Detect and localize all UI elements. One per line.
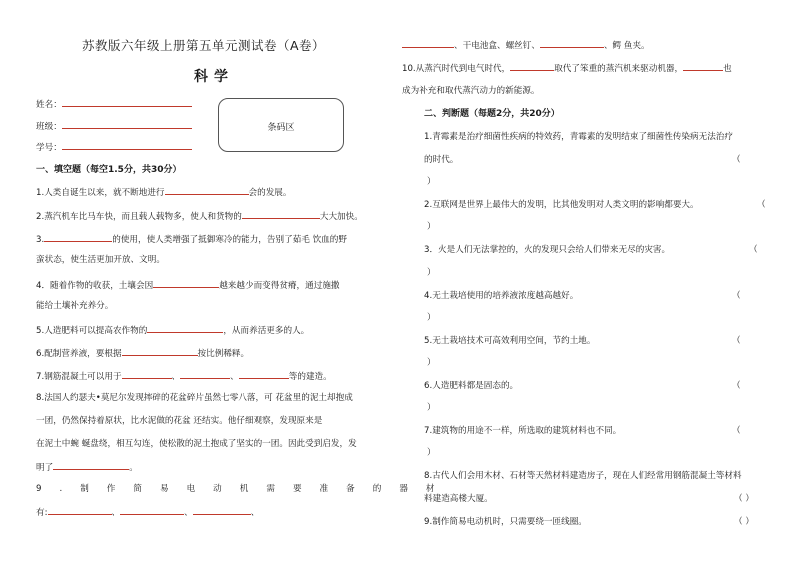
s1-q9-blank-5[interactable] — [540, 38, 604, 48]
s1-q4-text-a: 4．随着作物的收获，土壤会因 — [36, 281, 154, 291]
id-label: 学号： — [36, 143, 62, 153]
s1-q5-text-a: 5.人造肥料可以提高农作物的 — [36, 326, 148, 336]
s2-q8-paren[interactable]: （ ） — [734, 494, 754, 504]
s1-q10 — [402, 61, 732, 74]
s2-q2: 2.互联网是世界上最伟大的发明，比其他发明对人类文明的影响都要大。 — [424, 200, 699, 210]
s1-q7-blank-1[interactable] — [122, 369, 172, 379]
s1-q3 — [36, 232, 347, 245]
id-blank[interactable] — [62, 140, 192, 150]
s2-q9: 9.制作简易电动机时，只需要绕一匝线圈。 — [424, 517, 587, 527]
s2-q6-open-paren: （ — [732, 381, 741, 391]
s1-q4-blank[interactable] — [153, 278, 219, 288]
s1-q5-blank[interactable] — [147, 323, 223, 333]
s1-q2 — [36, 209, 363, 222]
s2-q4: 4.无土栽培使用的培养液浓度越高越好。 — [424, 291, 579, 301]
s2-q5: 5.无土栽培技术可高效利用空间，节约土地。 — [424, 336, 596, 346]
s1-q7-sep: 、 — [171, 372, 181, 382]
s1-q10-text-c: 也 — [723, 64, 732, 74]
s1-q7 — [36, 369, 332, 382]
section1-heading: 一、填空题（每空1.5分，共30分） — [36, 165, 182, 175]
s2-q3-close-paren[interactable]: ） — [427, 268, 436, 278]
s1-q7-text-b: 等的建造。 — [288, 372, 332, 382]
barcode-area — [218, 98, 344, 152]
s1-q6-text-a: 6.配制营养液，要根据 — [36, 349, 122, 359]
s1-q7-sep: 、 — [230, 372, 239, 382]
s2-q1-open-paren: （ — [732, 155, 741, 165]
s1-q5-text-b: ，从而养活更多的人。 — [223, 326, 310, 336]
s1-q6-blank[interactable] — [122, 346, 198, 356]
s2-q1: 1.青霉素是治疗细菌性疾病的特效药，青霉素的发明结束了细菌性传染病无法治疗 — [424, 132, 733, 142]
class-label: 班级： — [36, 122, 62, 132]
s1-q1-text-a: 1.人类自诞生以来，就不断地进行 — [36, 188, 165, 198]
s1-q7-text-a: 7.钢筋混凝土可以用于 — [36, 372, 122, 382]
s2-q8-cont: 料建造高楼大厦。 — [424, 494, 493, 504]
s1-q9-sep: 、 — [250, 508, 260, 518]
name-label: 姓名： — [36, 100, 62, 110]
s1-q8-line3: 在泥土中蜿 蜒盘绕，相互勾连，使松散的泥土抱成了坚实的一团。因此受到启发，发 — [36, 439, 357, 449]
s1-q9-text-b: 有: — [36, 508, 48, 518]
s2-q6-close-paren[interactable]: ） — [427, 403, 436, 413]
s1-q7-blank-3[interactable] — [239, 369, 289, 379]
s1-q9-blank-2[interactable] — [120, 505, 184, 515]
class-blank[interactable] — [62, 119, 192, 129]
s2-q7: 7.建筑物的用途不一样，所选取的建筑材料也不同。 — [424, 426, 622, 436]
s1-q9-text-d: 、鳄 鱼夹。 — [603, 41, 650, 51]
s1-q9-blank-4[interactable] — [402, 38, 454, 48]
s2-q9-paren[interactable]: （ ） — [734, 517, 754, 527]
s1-q9-cont-right — [402, 38, 650, 51]
barcode-label: 条码区 — [267, 123, 295, 133]
s1-q8-line4 — [36, 460, 138, 473]
s2-q3: 3．火是人们无法掌控的，火的发现只会给人们带来无尽的灾害。 — [424, 245, 671, 255]
s1-q10-text-b: 取代了笨重的蒸汽机来驱动机器， — [554, 64, 684, 74]
s1-q6 — [36, 346, 249, 359]
s2-q6: 6.人造肥料都是固态的。 — [424, 381, 519, 391]
s1-q9-blank-3[interactable] — [193, 505, 251, 515]
s1-q2-text-b: 大大加快。 — [319, 212, 363, 222]
s1-q1-blank[interactable] — [165, 185, 249, 195]
name-blank[interactable] — [62, 97, 192, 107]
s2-q2-close-paren[interactable]: ） — [427, 222, 436, 232]
s2-q7-open-paren: （ — [732, 426, 741, 436]
id-field[interactable] — [36, 140, 192, 153]
s2-q3-open-paren: （ — [749, 245, 758, 255]
s1-q9-text-a: 9.制作简易电动机需要准备的器材 — [36, 484, 453, 494]
s2-q1-close-paren[interactable]: ） — [427, 177, 436, 187]
s2-q1-cont: 的时代。 — [424, 155, 459, 165]
s1-q4 — [36, 278, 340, 291]
class-field[interactable] — [36, 119, 192, 132]
s1-q9-sep: 、 — [111, 508, 121, 518]
s1-q9-cont — [36, 505, 259, 518]
s1-q5 — [36, 323, 309, 336]
s1-q4-cont: 能给土壤补充养分。 — [36, 301, 114, 311]
s2-q7-close-paren[interactable]: ） — [427, 448, 436, 458]
s1-q9-text-c: 、干电池盒、螺丝钉、 — [454, 41, 540, 51]
s1-q8-text-e: 。 — [129, 463, 138, 473]
s1-q2-text-a: 2.蒸汽机车比马车快，而且载人载物多，使人和货物的 — [36, 212, 242, 222]
name-field[interactable] — [36, 97, 192, 110]
s1-q10-text-a: 10.从蒸汽时代到电气时代， — [402, 64, 511, 74]
s1-q8-line2: 一团，仍然保持着原状，比水泥做的花盆 还结实。他仔细观察，发现原来是 — [36, 416, 323, 426]
s1-q6-text-b: 按比例稀释。 — [197, 349, 250, 359]
s1-q9-sep: 、 — [184, 508, 193, 518]
s2-q5-close-paren[interactable]: ） — [427, 358, 436, 368]
s1-q8-line1: 8.法国人约瑟夫•莫尼尔发现摔碎的花盆碎片虽然七零八落，可 花盆里的泥土却抱成 — [36, 393, 353, 403]
s1-q10-blank-1[interactable] — [510, 61, 554, 71]
s2-q5-open-paren: （ — [732, 336, 741, 346]
s1-q3-cont: 蛮状态，使生活更加开放、文明。 — [36, 255, 165, 265]
s1-q10-blank-2[interactable] — [683, 61, 723, 71]
s1-q3-text-a: 3. — [36, 235, 45, 245]
s1-q1-text-b: 会的发展。 — [248, 188, 292, 198]
s2-q4-open-paren: （ — [732, 291, 741, 301]
s1-q2-blank[interactable] — [242, 209, 320, 219]
s2-q2-open-paren: （ — [757, 200, 766, 210]
subject-title: 科学 — [194, 69, 234, 85]
s1-q7-blank-2[interactable] — [180, 369, 230, 379]
s1-q3-text-b: 的使用，使人类增强了抵御寒冷的能力，告别了茹毛 饮血的野 — [112, 235, 347, 245]
s1-q9-blank-1[interactable] — [48, 505, 112, 515]
s1-q4-text-b: 越来越少而变得贫瘠，通过施撒 — [219, 281, 340, 291]
s1-q8-text-d: 明了 — [36, 463, 54, 473]
s1-q8-blank[interactable] — [53, 460, 129, 470]
s2-q8: 8.古代人们会用木材、石材等天然材料建造房子，现在人们经常用钢筋混凝土等材料 — [424, 471, 742, 481]
exam-title: 苏教版六年级上册第五单元测试卷（A卷） — [82, 38, 326, 53]
s1-q10-cont: 成为补充和取代蒸汽动力的新能源。 — [402, 86, 540, 96]
s1-q3-blank[interactable] — [44, 232, 112, 242]
section2-heading: 二、判断题（每题2分，共20分） — [424, 109, 560, 119]
s1-q1 — [36, 185, 292, 198]
s1-q9 — [36, 482, 453, 494]
s2-q4-close-paren[interactable]: ） — [427, 313, 436, 323]
